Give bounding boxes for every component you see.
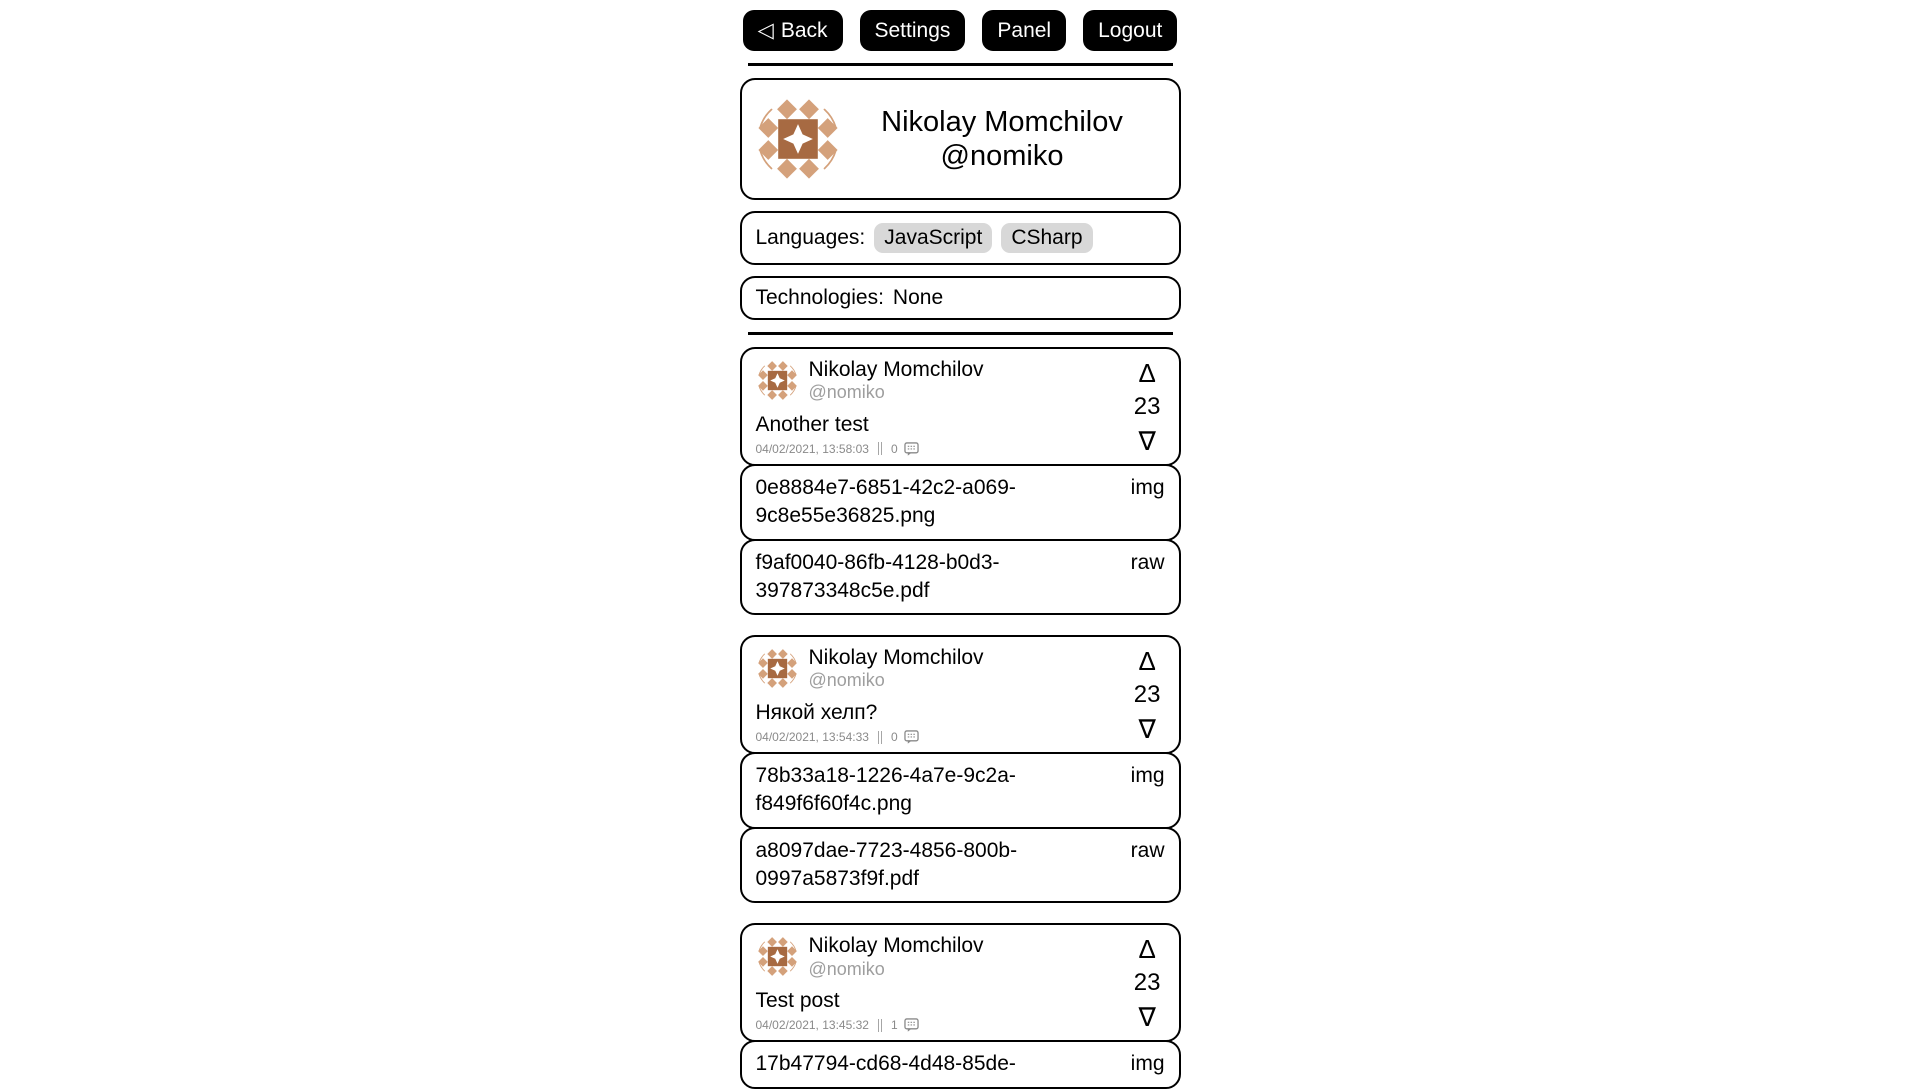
vote-column	[1130, 934, 1169, 1032]
file-attachment[interactable]	[740, 1040, 1181, 1088]
section-divider-top	[748, 63, 1173, 66]
languages-label: Languages:	[755, 226, 866, 249]
post-author: Nikolay Momchilov	[808, 358, 984, 381]
panel-button[interactable]: Panel	[982, 10, 1066, 51]
meta-separator	[878, 731, 882, 744]
comment-bubble-icon	[904, 442, 919, 456]
post-comment-count: 0	[890, 441, 898, 456]
file-name: a8097dae-7723-4856-800b-0997a5873f9f.pdf	[755, 838, 1018, 891]
upvote-button[interactable]: Δ	[1138, 934, 1156, 965]
post-body	[756, 646, 1130, 744]
back-arrow-icon: ◁	[757, 19, 774, 42]
downvote-button[interactable]: ∇	[1138, 1002, 1156, 1033]
post-author: Nikolay Momchilov	[808, 646, 984, 670]
vote-column	[1130, 358, 1169, 456]
meta-separator	[878, 442, 882, 455]
file-name: f9af0040-86fb-4128-b0d3-397873348c5e.pdf	[755, 550, 1000, 602]
post-group	[740, 347, 1181, 615]
post-avatar-icon	[756, 359, 799, 402]
post-author-block	[809, 934, 984, 979]
profile-avatar-icon	[754, 95, 842, 183]
post-avatar-icon	[756, 935, 799, 978]
post-card[interactable]	[740, 923, 1181, 1042]
post-title: Test post	[755, 989, 840, 1013]
post-title: Някой хелп?	[755, 701, 878, 725]
post-author: Nikolay Momchilov	[808, 934, 984, 958]
technologies-value: None	[892, 286, 944, 309]
post-meta	[756, 1018, 1130, 1032]
technologies-label: Technologies:	[755, 286, 884, 309]
vote-column	[1130, 646, 1169, 744]
post-card[interactable]	[740, 635, 1181, 754]
post-title: Another test	[755, 412, 869, 436]
content-column	[740, 0, 1181, 1089]
comment-bubble-icon	[904, 730, 919, 744]
logout-button[interactable]: Logout	[1083, 10, 1177, 51]
file-name: 78b33a18-1226-4a7e-9c2a-f849f6f60f4c.png	[755, 764, 1016, 816]
file-type-badge: img	[1130, 1052, 1165, 1076]
vote-count: 23	[1133, 392, 1161, 420]
post-author-block	[809, 358, 984, 403]
languages-card	[740, 211, 1181, 265]
post-header	[756, 646, 1130, 691]
post-body	[756, 934, 1130, 1032]
file-attachment[interactable]	[740, 539, 1181, 616]
post-body	[756, 358, 1130, 456]
downvote-button[interactable]: ∇	[1138, 425, 1156, 456]
post-header	[756, 358, 1130, 403]
comment-bubble-icon	[904, 1018, 919, 1032]
post-username: @nomiko	[808, 958, 885, 979]
post-username: @nomiko	[808, 670, 885, 691]
file-type-badge: img	[1130, 475, 1165, 499]
post-meta	[756, 442, 1130, 456]
back-button-label: Back	[780, 18, 828, 42]
file-name: 17b47794-cd68-4d48-85de-	[755, 1052, 1016, 1076]
settings-button[interactable]: Settings	[860, 10, 966, 51]
profile-card	[740, 78, 1181, 200]
upvote-button[interactable]: Δ	[1138, 358, 1156, 388]
profile-username: @nomiko	[940, 140, 1064, 172]
language-badge-csharp: CSharp	[1001, 223, 1092, 253]
post-author-block	[809, 646, 984, 691]
file-type-badge: raw	[1130, 838, 1165, 862]
post-username: @nomiko	[808, 382, 885, 403]
back-button[interactable]	[743, 10, 843, 51]
file-attachment[interactable]	[740, 752, 1181, 829]
file-type-badge: img	[1130, 764, 1165, 788]
vote-count: 23	[1133, 969, 1161, 997]
file-type-badge: raw	[1130, 550, 1165, 574]
downvote-button[interactable]: ∇	[1138, 714, 1156, 745]
file-attachment[interactable]	[740, 464, 1181, 541]
technologies-card	[740, 276, 1181, 320]
post-avatar-icon	[756, 647, 799, 690]
post-comment-count: 1	[890, 1018, 898, 1033]
post-timestamp: 04/02/2021, 13:58:03	[755, 441, 869, 456]
post-timestamp: 04/02/2021, 13:54:33	[755, 730, 869, 745]
meta-separator	[878, 1019, 882, 1032]
file-attachment[interactable]	[740, 827, 1181, 904]
profile-names	[842, 105, 1163, 173]
profile-name: Nikolay Momchilov	[881, 105, 1123, 138]
section-divider-posts	[748, 332, 1173, 335]
top-nav	[740, 0, 1181, 51]
post-header	[756, 934, 1130, 979]
post-group	[740, 923, 1181, 1088]
post-meta	[756, 730, 1130, 744]
upvote-button[interactable]: Δ	[1138, 646, 1156, 677]
file-name: 0e8884e7-6851-42c2-a069-9c8e55e36825.png	[755, 475, 1016, 528]
post-card[interactable]	[740, 347, 1181, 466]
vote-count: 23	[1133, 681, 1161, 709]
post-comment-count: 0	[890, 730, 898, 745]
post-group	[740, 635, 1181, 903]
post-timestamp: 04/02/2021, 13:45:32	[755, 1018, 869, 1033]
language-badge-javascript: JavaScript	[874, 223, 992, 253]
